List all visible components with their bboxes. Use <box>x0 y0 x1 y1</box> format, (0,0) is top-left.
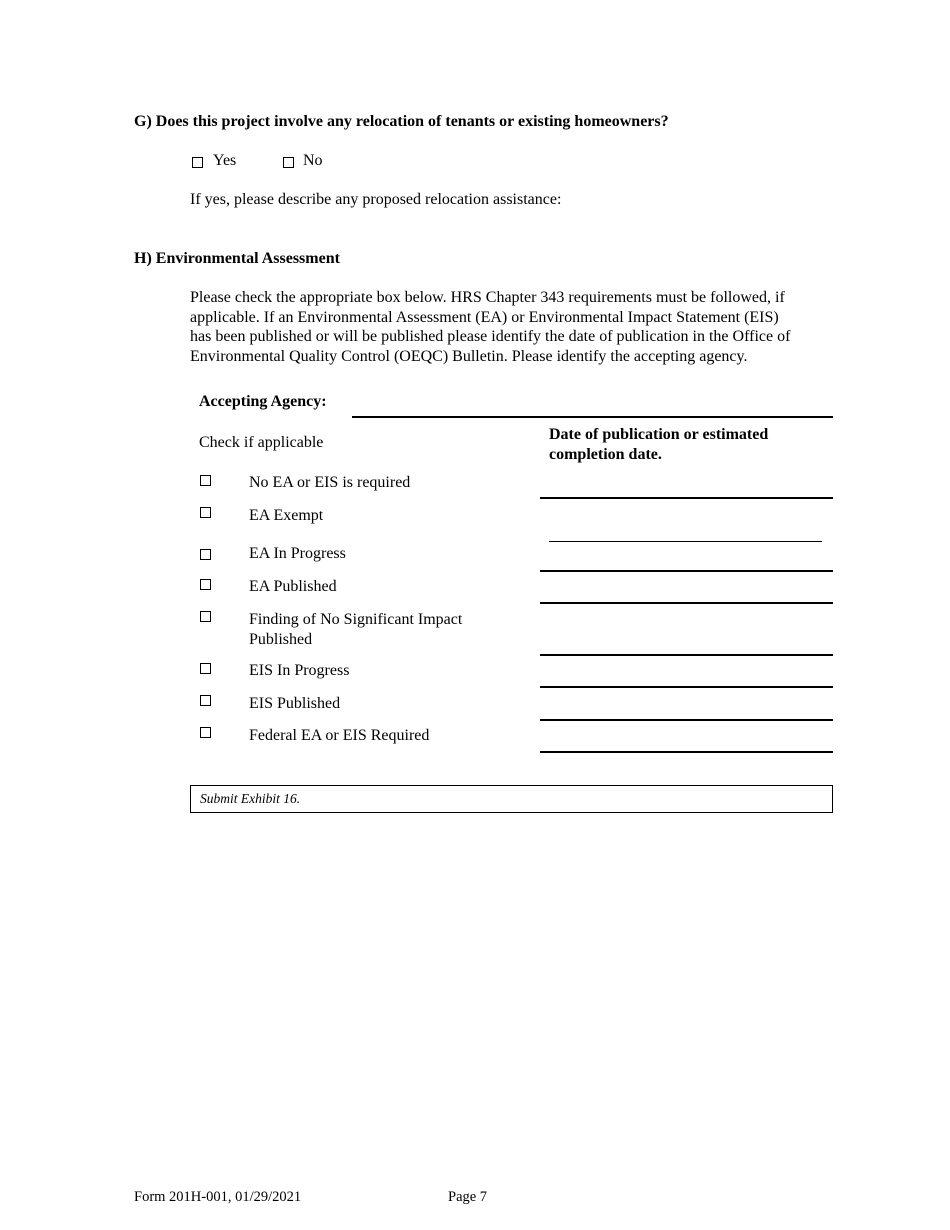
option-label: EIS Published <box>249 695 341 712</box>
date-field[interactable] <box>549 541 822 542</box>
option-label: EIS In Progress <box>249 662 350 679</box>
eis-in-progress-checkbox[interactable] <box>200 663 211 674</box>
check-if-applicable-header: Check if applicable <box>199 434 324 451</box>
option-label: EA In Progress <box>249 545 346 562</box>
accepting-agency-label: Accepting Agency: <box>199 393 327 410</box>
date-field[interactable] <box>540 686 833 688</box>
date-field[interactable] <box>540 602 833 604</box>
date-field[interactable] <box>540 654 833 656</box>
option-label: No EA or EIS is required <box>249 474 411 491</box>
option-label: Finding of No Significant Impact <box>249 611 463 628</box>
option-label: Federal EA or EIS Required <box>249 727 430 744</box>
date-field[interactable] <box>540 751 833 753</box>
instructions-line: has been published or will be published please identify the date of publication in the Office of <box>190 328 791 345</box>
option-label: EA Exempt <box>249 507 324 524</box>
yes-checkbox[interactable] <box>192 157 203 168</box>
submit-exhibit-text: Submit Exhibit 16. <box>200 791 301 806</box>
date-field[interactable] <box>540 719 833 721</box>
date-field[interactable] <box>540 497 833 499</box>
instructions-paragraph <box>190 288 840 366</box>
date-header-line: completion date. <box>549 445 662 463</box>
instructions-line: Please check the appropriate box below. HRS Chapter 343 requirements must be followed, if <box>190 289 785 306</box>
section-h-title: H) Environmental Assessment <box>134 250 340 267</box>
instructions-line: applicable. If an Environmental Assessment (EA) or Environmental Impact Statement (EIS) <box>190 308 779 326</box>
no-checkbox[interactable] <box>283 157 294 168</box>
accepting-agency-field[interactable] <box>352 416 833 418</box>
ea-published-checkbox[interactable] <box>200 579 211 590</box>
ea-exempt-checkbox[interactable] <box>200 507 211 518</box>
eis-published-checkbox[interactable] <box>200 695 211 706</box>
option-label-multiline <box>249 610 462 649</box>
relocation-followup-text: If yes, please describe any proposed relocation assistance: <box>190 191 562 208</box>
option-label: Published <box>249 630 313 648</box>
instructions-line: Environmental Quality Control (OEQC) Bulletin. Please identify the accepting agency. <box>190 347 748 365</box>
form-id-footer: Form 201H-001, 01/29/2021 <box>134 1189 302 1205</box>
date-column-header <box>549 425 768 464</box>
no-label: No <box>303 152 323 169</box>
date-field[interactable] <box>540 570 833 572</box>
page-number: Page 7 <box>448 1189 488 1205</box>
yes-label: Yes <box>213 152 237 169</box>
option-label: EA Published <box>249 578 337 595</box>
federal-ea-eis-checkbox[interactable] <box>200 727 211 738</box>
ea-in-progress-checkbox[interactable] <box>200 549 211 560</box>
submit-exhibit-box <box>190 785 833 813</box>
section-g-question: G) Does this project involve any relocation of tenants or existing homeowners? <box>134 113 669 130</box>
no-ea-eis-checkbox[interactable] <box>200 475 211 486</box>
date-header-line: Date of publication or estimated <box>549 426 769 443</box>
fonsi-published-checkbox[interactable] <box>200 611 211 622</box>
